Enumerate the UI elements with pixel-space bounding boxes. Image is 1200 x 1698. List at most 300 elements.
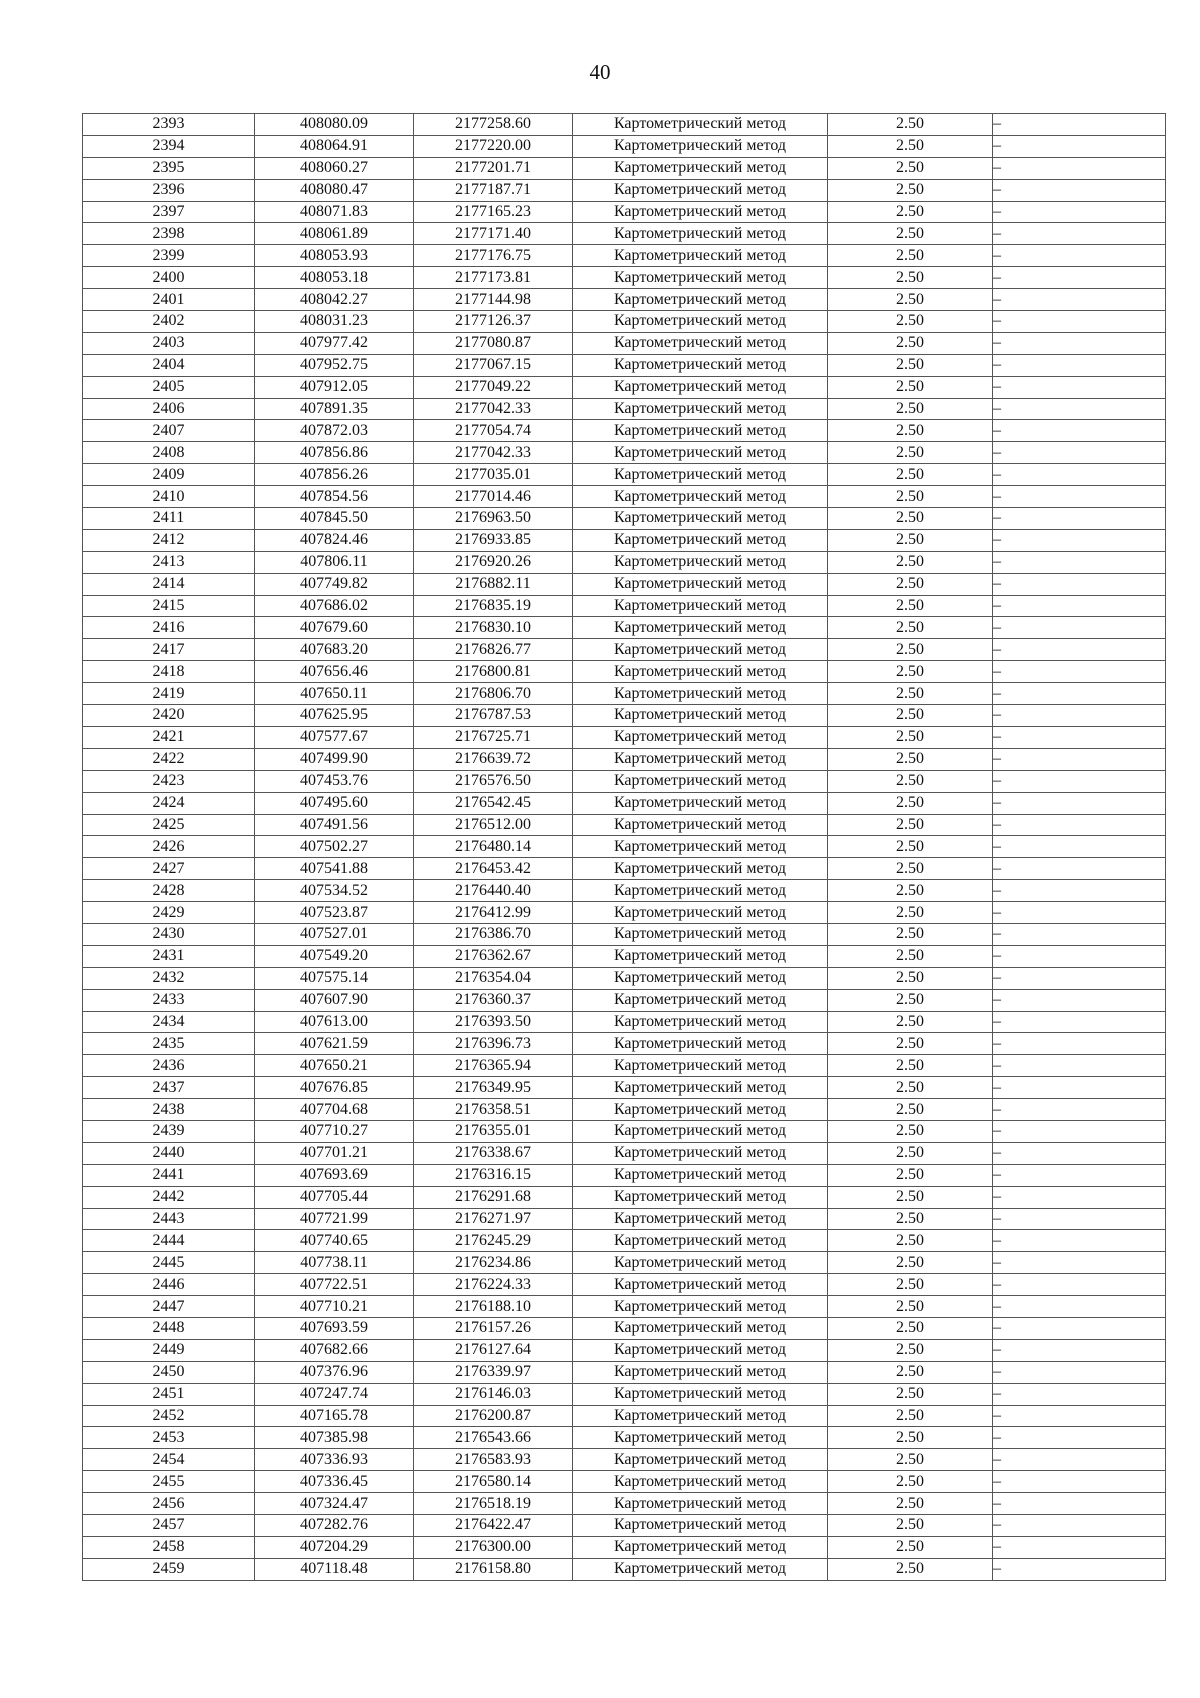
accuracy-cell: 2.50	[828, 1449, 993, 1471]
y-coordinate-cell: 2176349.95	[414, 1077, 573, 1099]
y-coordinate-cell: 2176355.01	[414, 1120, 573, 1142]
method-cell: Картометрический метод	[573, 223, 828, 245]
coordinates-table	[82, 113, 1166, 1581]
table-row	[83, 267, 1166, 289]
note-cell: –	[993, 705, 1166, 727]
note-cell: –	[993, 945, 1166, 967]
x-coordinate-cell: 407336.45	[255, 1471, 414, 1493]
accuracy-cell: 2.50	[828, 114, 993, 136]
y-coordinate-cell: 2176725.71	[414, 726, 573, 748]
accuracy-cell: 2.50	[828, 967, 993, 989]
accuracy-cell: 2.50	[828, 1405, 993, 1427]
table-row	[83, 1449, 1166, 1471]
y-coordinate-cell: 2176362.67	[414, 945, 573, 967]
method-cell: Картометрический метод	[573, 1077, 828, 1099]
accuracy-cell: 2.50	[828, 1317, 993, 1339]
method-cell: Картометрический метод	[573, 398, 828, 420]
method-cell: Картометрический метод	[573, 902, 828, 924]
x-coordinate-cell: 407385.98	[255, 1427, 414, 1449]
y-coordinate-cell: 2177042.33	[414, 398, 573, 420]
point-number-cell: 2452	[83, 1405, 255, 1427]
note-cell: –	[993, 748, 1166, 770]
note-cell: –	[993, 1339, 1166, 1361]
table-row	[83, 376, 1166, 398]
y-coordinate-cell: 2176158.80	[414, 1558, 573, 1580]
note-cell: –	[993, 967, 1166, 989]
point-number-cell: 2440	[83, 1142, 255, 1164]
table-row	[83, 486, 1166, 508]
method-cell: Картометрический метод	[573, 1164, 828, 1186]
note-cell: –	[993, 617, 1166, 639]
x-coordinate-cell: 407650.21	[255, 1055, 414, 1077]
note-cell: –	[993, 726, 1166, 748]
accuracy-cell: 2.50	[828, 442, 993, 464]
accuracy-cell: 2.50	[828, 1055, 993, 1077]
x-coordinate-cell: 407534.52	[255, 880, 414, 902]
x-coordinate-cell: 407693.59	[255, 1317, 414, 1339]
note-cell: –	[993, 1383, 1166, 1405]
point-number-cell: 2445	[83, 1252, 255, 1274]
table-row	[83, 1536, 1166, 1558]
table-row	[83, 1427, 1166, 1449]
note-cell: –	[993, 792, 1166, 814]
accuracy-cell: 2.50	[828, 945, 993, 967]
x-coordinate-cell: 407710.21	[255, 1296, 414, 1318]
accuracy-cell: 2.50	[828, 551, 993, 573]
note-cell: –	[993, 157, 1166, 179]
accuracy-cell: 2.50	[828, 1120, 993, 1142]
x-coordinate-cell: 407705.44	[255, 1186, 414, 1208]
table-row	[83, 1164, 1166, 1186]
note-cell: –	[993, 1033, 1166, 1055]
y-coordinate-cell: 2176835.19	[414, 595, 573, 617]
note-cell: –	[993, 1427, 1166, 1449]
point-number-cell: 2415	[83, 595, 255, 617]
accuracy-cell: 2.50	[828, 223, 993, 245]
method-cell: Картометрический метод	[573, 114, 828, 136]
note-cell: –	[993, 223, 1166, 245]
note-cell: –	[993, 1099, 1166, 1121]
x-coordinate-cell: 407912.05	[255, 376, 414, 398]
method-cell: Картометрический метод	[573, 420, 828, 442]
coordinates-table-body	[83, 114, 1166, 1581]
table-row	[83, 1405, 1166, 1427]
table-row	[83, 1361, 1166, 1383]
y-coordinate-cell: 2177165.23	[414, 201, 573, 223]
y-coordinate-cell: 2177144.98	[414, 289, 573, 311]
method-cell: Картометрический метод	[573, 354, 828, 376]
accuracy-cell: 2.50	[828, 683, 993, 705]
y-coordinate-cell: 2176440.40	[414, 880, 573, 902]
table-row	[83, 836, 1166, 858]
note-cell: –	[993, 135, 1166, 157]
accuracy-cell: 2.50	[828, 902, 993, 924]
point-number-cell: 2417	[83, 639, 255, 661]
note-cell: –	[993, 639, 1166, 661]
note-cell: –	[993, 1274, 1166, 1296]
y-coordinate-cell: 2176639.72	[414, 748, 573, 770]
note-cell: –	[993, 858, 1166, 880]
y-coordinate-cell: 2176480.14	[414, 836, 573, 858]
note-cell: –	[993, 508, 1166, 530]
table-row	[83, 1120, 1166, 1142]
accuracy-cell: 2.50	[828, 1383, 993, 1405]
point-number-cell: 2453	[83, 1427, 255, 1449]
x-coordinate-cell: 407682.66	[255, 1339, 414, 1361]
y-coordinate-cell: 2177171.40	[414, 223, 573, 245]
accuracy-cell: 2.50	[828, 1252, 993, 1274]
table-row	[83, 1142, 1166, 1164]
note-cell: –	[993, 1055, 1166, 1077]
point-number-cell: 2400	[83, 267, 255, 289]
x-coordinate-cell: 407575.14	[255, 967, 414, 989]
table-row	[83, 880, 1166, 902]
x-coordinate-cell: 407650.11	[255, 683, 414, 705]
note-cell: –	[993, 1296, 1166, 1318]
method-cell: Картометрический метод	[573, 1120, 828, 1142]
note-cell: –	[993, 573, 1166, 595]
y-coordinate-cell: 2176338.67	[414, 1142, 573, 1164]
accuracy-cell: 2.50	[828, 1142, 993, 1164]
method-cell: Картометрический метод	[573, 1471, 828, 1493]
method-cell: Картометрический метод	[573, 267, 828, 289]
point-number-cell: 2398	[83, 223, 255, 245]
method-cell: Картометрический метод	[573, 1515, 828, 1537]
table-row	[83, 289, 1166, 311]
y-coordinate-cell: 2176127.64	[414, 1339, 573, 1361]
y-coordinate-cell: 2177173.81	[414, 267, 573, 289]
y-coordinate-cell: 2176300.00	[414, 1536, 573, 1558]
method-cell: Картометрический метод	[573, 1383, 828, 1405]
table-row	[83, 223, 1166, 245]
accuracy-cell: 2.50	[828, 289, 993, 311]
table-row	[83, 1558, 1166, 1580]
accuracy-cell: 2.50	[828, 486, 993, 508]
y-coordinate-cell: 2176830.10	[414, 617, 573, 639]
point-number-cell: 2411	[83, 508, 255, 530]
table-row	[83, 726, 1166, 748]
y-coordinate-cell: 2176316.15	[414, 1164, 573, 1186]
point-number-cell: 2399	[83, 245, 255, 267]
note-cell: –	[993, 398, 1166, 420]
table-row	[83, 683, 1166, 705]
page-number: 40	[589, 60, 611, 84]
table-row	[83, 967, 1166, 989]
x-coordinate-cell: 408080.09	[255, 114, 414, 136]
x-coordinate-cell: 407679.60	[255, 617, 414, 639]
table-row	[83, 1274, 1166, 1296]
note-cell: –	[993, 1405, 1166, 1427]
accuracy-cell: 2.50	[828, 179, 993, 201]
x-coordinate-cell: 407621.59	[255, 1033, 414, 1055]
point-number-cell: 2456	[83, 1493, 255, 1515]
accuracy-cell: 2.50	[828, 311, 993, 333]
x-coordinate-cell: 407656.46	[255, 661, 414, 683]
x-coordinate-cell: 407749.82	[255, 573, 414, 595]
x-coordinate-cell: 407527.01	[255, 923, 414, 945]
accuracy-cell: 2.50	[828, 858, 993, 880]
x-coordinate-cell: 407613.00	[255, 1011, 414, 1033]
method-cell: Картометрический метод	[573, 551, 828, 573]
accuracy-cell: 2.50	[828, 1493, 993, 1515]
y-coordinate-cell: 2177035.01	[414, 464, 573, 486]
x-coordinate-cell: 407499.90	[255, 748, 414, 770]
table-row	[83, 639, 1166, 661]
x-coordinate-cell: 407891.35	[255, 398, 414, 420]
y-coordinate-cell: 2176512.00	[414, 814, 573, 836]
x-coordinate-cell: 407701.21	[255, 1142, 414, 1164]
table-row	[83, 1339, 1166, 1361]
note-cell: –	[993, 1536, 1166, 1558]
accuracy-cell: 2.50	[828, 332, 993, 354]
x-coordinate-cell: 408053.93	[255, 245, 414, 267]
y-coordinate-cell: 2176386.70	[414, 923, 573, 945]
x-coordinate-cell: 407676.85	[255, 1077, 414, 1099]
table-row	[83, 1033, 1166, 1055]
table-row	[83, 814, 1166, 836]
method-cell: Картометрический метод	[573, 1317, 828, 1339]
table-row	[83, 989, 1166, 1011]
y-coordinate-cell: 2177080.87	[414, 332, 573, 354]
note-cell: –	[993, 836, 1166, 858]
method-cell: Картометрический метод	[573, 1186, 828, 1208]
note-cell: –	[993, 1493, 1166, 1515]
method-cell: Картометрический метод	[573, 726, 828, 748]
x-coordinate-cell: 407577.67	[255, 726, 414, 748]
accuracy-cell: 2.50	[828, 508, 993, 530]
table-row	[83, 1099, 1166, 1121]
point-number-cell: 2441	[83, 1164, 255, 1186]
point-number-cell: 2408	[83, 442, 255, 464]
point-number-cell: 2457	[83, 1515, 255, 1537]
note-cell: –	[993, 311, 1166, 333]
note-cell: –	[993, 1558, 1166, 1580]
point-number-cell: 2443	[83, 1208, 255, 1230]
x-coordinate-cell: 407722.51	[255, 1274, 414, 1296]
x-coordinate-cell: 407282.76	[255, 1515, 414, 1537]
y-coordinate-cell: 2177049.22	[414, 376, 573, 398]
point-number-cell: 2394	[83, 135, 255, 157]
y-coordinate-cell: 2176787.53	[414, 705, 573, 727]
point-number-cell: 2446	[83, 1274, 255, 1296]
x-coordinate-cell: 407854.56	[255, 486, 414, 508]
method-cell: Картометрический метод	[573, 486, 828, 508]
point-number-cell: 2396	[83, 179, 255, 201]
table-row	[83, 902, 1166, 924]
point-number-cell: 2459	[83, 1558, 255, 1580]
x-coordinate-cell: 407491.56	[255, 814, 414, 836]
y-coordinate-cell: 2177067.15	[414, 354, 573, 376]
method-cell: Картометрический метод	[573, 1230, 828, 1252]
method-cell: Картометрический метод	[573, 1493, 828, 1515]
note-cell: –	[993, 1515, 1166, 1537]
method-cell: Картометрический метод	[573, 1405, 828, 1427]
point-number-cell: 2447	[83, 1296, 255, 1318]
note-cell: –	[993, 332, 1166, 354]
accuracy-cell: 2.50	[828, 1077, 993, 1099]
point-number-cell: 2451	[83, 1383, 255, 1405]
point-number-cell: 2448	[83, 1317, 255, 1339]
x-coordinate-cell: 407165.78	[255, 1405, 414, 1427]
x-coordinate-cell: 407824.46	[255, 529, 414, 551]
accuracy-cell: 2.50	[828, 661, 993, 683]
method-cell: Картометрический метод	[573, 770, 828, 792]
note-cell: –	[993, 814, 1166, 836]
table-row	[83, 398, 1166, 420]
table-row	[83, 1493, 1166, 1515]
accuracy-cell: 2.50	[828, 880, 993, 902]
table-row	[83, 529, 1166, 551]
method-cell: Картометрический метод	[573, 1208, 828, 1230]
method-cell: Картометрический метод	[573, 617, 828, 639]
method-cell: Картометрический метод	[573, 814, 828, 836]
accuracy-cell: 2.50	[828, 1515, 993, 1537]
point-number-cell: 2409	[83, 464, 255, 486]
point-number-cell: 2455	[83, 1471, 255, 1493]
x-coordinate-cell: 407625.95	[255, 705, 414, 727]
note-cell: –	[993, 267, 1166, 289]
accuracy-cell: 2.50	[828, 1339, 993, 1361]
note-cell: –	[993, 529, 1166, 551]
note-cell: –	[993, 1011, 1166, 1033]
point-number-cell: 2414	[83, 573, 255, 595]
table-row	[83, 1208, 1166, 1230]
y-coordinate-cell: 2176354.04	[414, 967, 573, 989]
accuracy-cell: 2.50	[828, 1099, 993, 1121]
y-coordinate-cell: 2176146.03	[414, 1383, 573, 1405]
table-row	[83, 595, 1166, 617]
y-coordinate-cell: 2177126.37	[414, 311, 573, 333]
method-cell: Картометрический метод	[573, 1252, 828, 1274]
accuracy-cell: 2.50	[828, 529, 993, 551]
note-cell: –	[993, 354, 1166, 376]
method-cell: Картометрический метод	[573, 1361, 828, 1383]
method-cell: Картометрический метод	[573, 595, 828, 617]
table-row	[83, 157, 1166, 179]
point-number-cell: 2449	[83, 1339, 255, 1361]
note-cell: –	[993, 880, 1166, 902]
method-cell: Картометрический метод	[573, 945, 828, 967]
accuracy-cell: 2.50	[828, 836, 993, 858]
y-coordinate-cell: 2176188.10	[414, 1296, 573, 1318]
y-coordinate-cell: 2176360.37	[414, 989, 573, 1011]
accuracy-cell: 2.50	[828, 1186, 993, 1208]
point-number-cell: 2418	[83, 661, 255, 683]
y-coordinate-cell: 2176800.81	[414, 661, 573, 683]
note-cell: –	[993, 770, 1166, 792]
accuracy-cell: 2.50	[828, 245, 993, 267]
point-number-cell: 2420	[83, 705, 255, 727]
point-number-cell: 2430	[83, 923, 255, 945]
note-cell: –	[993, 486, 1166, 508]
method-cell: Картометрический метод	[573, 135, 828, 157]
x-coordinate-cell: 407740.65	[255, 1230, 414, 1252]
table-row	[83, 792, 1166, 814]
y-coordinate-cell: 2176291.68	[414, 1186, 573, 1208]
note-cell: –	[993, 464, 1166, 486]
x-coordinate-cell: 408061.89	[255, 223, 414, 245]
x-coordinate-cell: 408042.27	[255, 289, 414, 311]
method-cell: Картометрический метод	[573, 1449, 828, 1471]
table-row	[83, 1252, 1166, 1274]
table-row	[83, 1383, 1166, 1405]
table-row	[83, 1077, 1166, 1099]
table-row	[83, 1186, 1166, 1208]
method-cell: Картометрический метод	[573, 1055, 828, 1077]
table-row	[83, 1230, 1166, 1252]
accuracy-cell: 2.50	[828, 639, 993, 661]
x-coordinate-cell: 407806.11	[255, 551, 414, 573]
point-number-cell: 2404	[83, 354, 255, 376]
table-row	[83, 770, 1166, 792]
point-number-cell: 2425	[83, 814, 255, 836]
y-coordinate-cell: 2176826.77	[414, 639, 573, 661]
method-cell: Картометрический метод	[573, 529, 828, 551]
accuracy-cell: 2.50	[828, 573, 993, 595]
method-cell: Картометрический метод	[573, 967, 828, 989]
accuracy-cell: 2.50	[828, 157, 993, 179]
accuracy-cell: 2.50	[828, 398, 993, 420]
table-row	[83, 573, 1166, 595]
x-coordinate-cell: 407845.50	[255, 508, 414, 530]
table-row	[83, 245, 1166, 267]
x-coordinate-cell: 407977.42	[255, 332, 414, 354]
point-number-cell: 2427	[83, 858, 255, 880]
point-number-cell: 2397	[83, 201, 255, 223]
note-cell: –	[993, 1471, 1166, 1493]
accuracy-cell: 2.50	[828, 617, 993, 639]
table-row	[83, 945, 1166, 967]
x-coordinate-cell: 407247.74	[255, 1383, 414, 1405]
x-coordinate-cell: 407704.68	[255, 1099, 414, 1121]
method-cell: Картометрический метод	[573, 880, 828, 902]
accuracy-cell: 2.50	[828, 201, 993, 223]
x-coordinate-cell: 408053.18	[255, 267, 414, 289]
note-cell: –	[993, 1230, 1166, 1252]
y-coordinate-cell: 2176358.51	[414, 1099, 573, 1121]
point-number-cell: 2410	[83, 486, 255, 508]
table-row	[83, 1317, 1166, 1339]
y-coordinate-cell: 2176882.11	[414, 573, 573, 595]
method-cell: Картометрический метод	[573, 332, 828, 354]
accuracy-cell: 2.50	[828, 376, 993, 398]
method-cell: Картометрический метод	[573, 1536, 828, 1558]
table-row	[83, 464, 1166, 486]
y-coordinate-cell: 2177201.71	[414, 157, 573, 179]
x-coordinate-cell: 407721.99	[255, 1208, 414, 1230]
accuracy-cell: 2.50	[828, 1011, 993, 1033]
method-cell: Картометрический метод	[573, 639, 828, 661]
table-row	[83, 858, 1166, 880]
accuracy-cell: 2.50	[828, 354, 993, 376]
point-number-cell: 2429	[83, 902, 255, 924]
accuracy-cell: 2.50	[828, 748, 993, 770]
x-coordinate-cell: 408060.27	[255, 157, 414, 179]
y-coordinate-cell: 2177187.71	[414, 179, 573, 201]
note-cell: –	[993, 114, 1166, 136]
point-number-cell: 2458	[83, 1536, 255, 1558]
y-coordinate-cell: 2176422.47	[414, 1515, 573, 1537]
point-number-cell: 2419	[83, 683, 255, 705]
method-cell: Картометрический метод	[573, 245, 828, 267]
method-cell: Картометрический метод	[573, 508, 828, 530]
point-number-cell: 2407	[83, 420, 255, 442]
note-cell: –	[993, 1449, 1166, 1471]
accuracy-cell: 2.50	[828, 814, 993, 836]
table-row	[83, 311, 1166, 333]
accuracy-cell: 2.50	[828, 420, 993, 442]
method-cell: Картометрический метод	[573, 1142, 828, 1164]
